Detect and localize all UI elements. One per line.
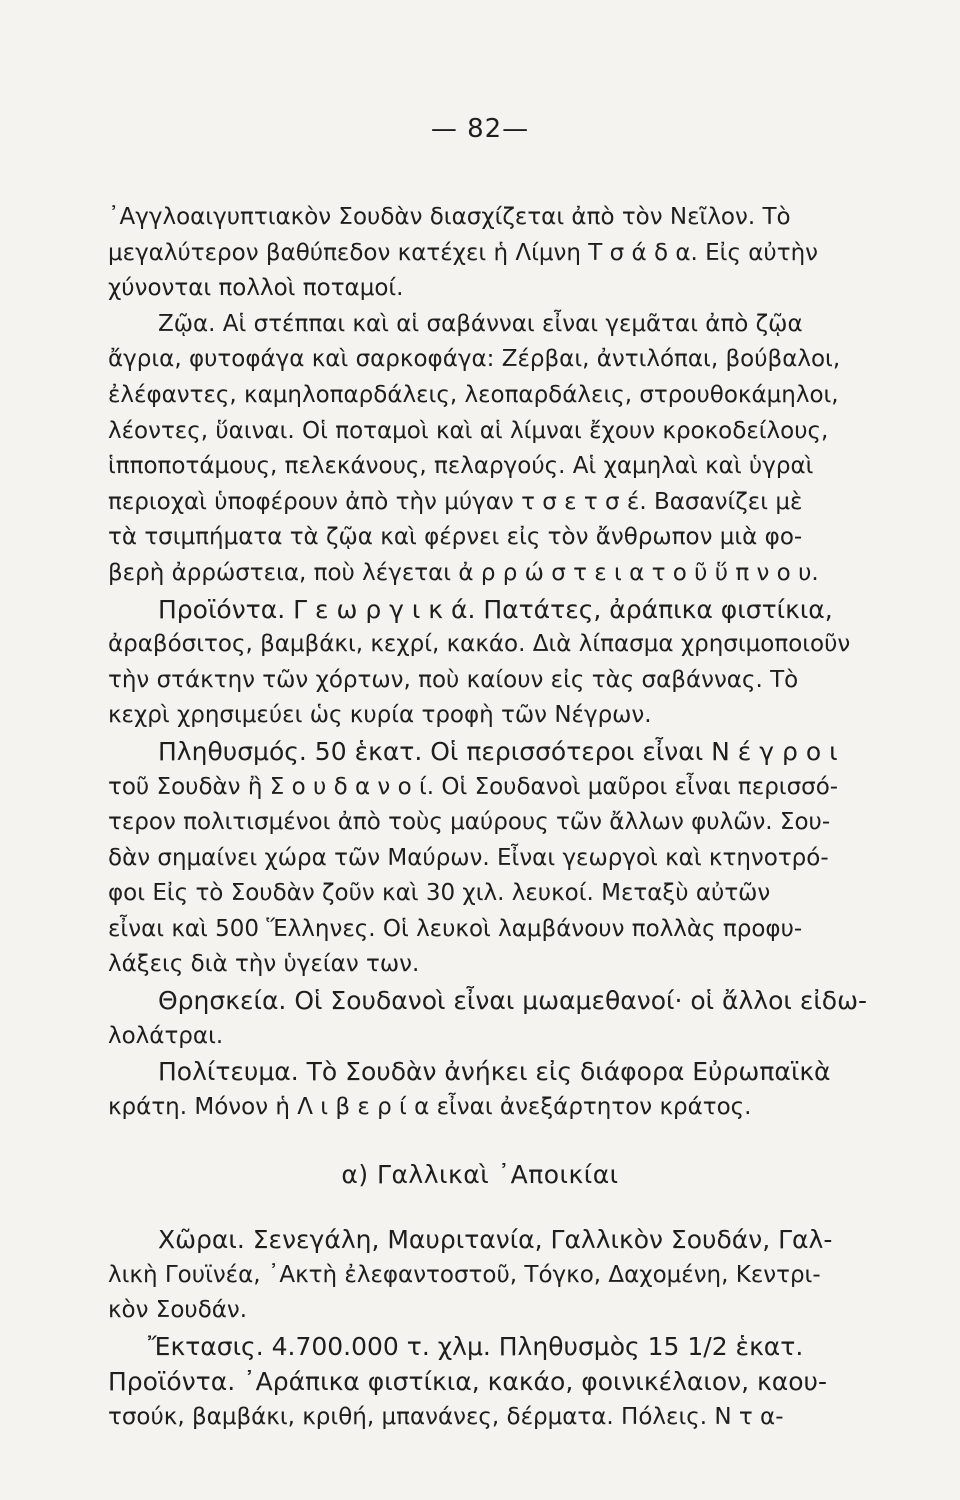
- text-line: Ζῷα. Αἱ στέππαι καὶ αἱ σαβάνναι εἶναι γεμᾶται ἀπὸ ζῷα: [158, 310, 803, 337]
- text-line: Προϊόντα. Γ ε ω ρ γ ι κ ά. Πατάτες, ἀράπικα φιστίκια,: [158, 594, 833, 624]
- text-line: λάξεις διὰ τὴν ὑγείαν των.: [108, 951, 420, 978]
- text-line: ἄγρια, φυτοφάγα καὶ σαρκοφάγα: Ζέρβαι, ἀντιλόπαι, βούβαλοι,: [108, 346, 841, 373]
- text-line: εἶναι καὶ 500 Ἕλληνες. Οἱ λευκοὶ λαμβάνουν πολλὰς προφυ-: [108, 915, 803, 942]
- text-line: κὸν Σουδάν.: [108, 1297, 248, 1324]
- text-line: ἐλέφαντες, καμηλοπαρδάλεις, λεοπαρδάλεις, στρουθοκάμηλοι,: [108, 381, 839, 408]
- body-text-section-2: [108, 1222, 878, 1436]
- text-line: περιοχαὶ ὑποφέρουν ἀπὸ τὴν μύγαν τ σ ε τ σ έ. Βασανίζει μὲ: [108, 488, 803, 515]
- page-number: — 82—: [430, 114, 530, 144]
- body-text-section-1: [108, 200, 878, 1125]
- text-line: τὴν στάκτην τῶν χόρτων, ποὺ καίουν εἰς τὰς σαβάννας. Τὸ: [108, 666, 799, 693]
- text-line: ᾿Αγγλοαιγυπτιακὸν Σουδὰν διασχίζεται ἀπὸ τὸν Νεῖλον. Τὸ: [108, 204, 791, 230]
- section-heading: α) Γαλλικαὶ ᾿Αποικίαι: [341, 1160, 619, 1189]
- text-line: χύνονται πολλοὶ ποταμοί.: [108, 275, 404, 302]
- text-line: τερον πολιτισμένοι ἀπὸ τοὺς μαύρους τῶν ἄλλων φυλῶν. Σου-: [108, 809, 831, 836]
- text-line: φοι Εἰς τὸ Σουδὰν ζοῦν καὶ 30 χιλ. λευκοί. Μεταξὺ αὐτῶν: [108, 880, 771, 907]
- text-line: μεγαλύτερον βαθύπεδον κατέχει ἡ Λίμνη Τ σ ά δ α. Εἰς αὐτὴν: [108, 239, 819, 266]
- text-line: λέοντες, ὕαιναι. Οἱ ποταμοὶ καὶ αἱ λίμναι ἔχουν κροκοδείλους,: [108, 417, 829, 444]
- text-line: Προϊόντα. ᾿Αράπικα φιστίκια, κακάο, φοινικέλαιον, καου-: [108, 1367, 828, 1397]
- text-line: τοῦ Σουδὰν ἢ Σ ο υ δ α ν ο ί. Οἱ Σουδανοὶ μαῦροι εἶναι περισσό-: [108, 773, 839, 800]
- text-line: Ἔκτασις. 4.700.000 τ. χλμ. Πληθυσμὸς 15 1/2 ἑκατ.: [148, 1331, 804, 1361]
- text-line: ἀραβόσιτος, βαμβάκι, κεχρί, κακάο. Διὰ λίπασμα χρησιμοποιοῦν: [108, 631, 851, 658]
- text-line: λολάτραι.: [108, 1022, 224, 1049]
- text-line: Πληθυσμός. 50 ἑκατ. Οἱ περισσότεροι εἶναι Ν έ γ ρ ο ι: [158, 736, 838, 766]
- text-line: δὰν σημαίνει χώρα τῶν Μαύρων. Εἶναι γεωργοὶ καὶ κτηνοτρό-: [108, 844, 829, 871]
- text-line: λικὴ Γουϊνέα, ᾿Ακτὴ ἐλεφαντοστοῦ, Τόγκο, Δαχομένη, Κεντρι-: [108, 1261, 821, 1288]
- text-line: Χῶραι. Σενεγάλη, Μαυριτανία, Γαλλικὸν Σουδάν, Γαλ-: [158, 1225, 833, 1254]
- text-line: κράτη. Μόνον ἡ Λ ι β ε ρ ί α εἶναι ἀνεξάρτητον κράτος.: [108, 1093, 752, 1120]
- text-line: Θρησκεία. Οἱ Σουδανοὶ εἶναι μωαμεθανοί· οἱ ἄλλοι εἰδω-: [158, 986, 868, 1016]
- text-line: κεχρὶ χρησιμεύει ὡς κυρία τροφὴ τῶν Νέγρων.: [108, 702, 652, 729]
- text-line: ἱπποποτάμους, πελεκάνους, πελαργούς. Αἱ χαμηλαὶ καὶ ὑγραὶ: [108, 453, 814, 480]
- text-line: βερὴ ἀρρώστεια, ποὺ λέγεται ἀ ρ ρ ώ σ τ ε ι α τ ο ῦ ὕ π ν ο υ.: [108, 559, 819, 586]
- text-line: τσούκ, βαμβάκι, κριθή, μπανάνες, δέρματα. Πόλεις. Ν τ α-: [108, 1403, 784, 1430]
- text-line: τὰ τσιμπήματα τὰ ζῷα καὶ φέρνει εἰς τὸν ἄνθρωπον μιὰ φο-: [108, 524, 803, 551]
- text-line: Πολίτευμα. Τὸ Σουδὰν ἀνήκει εἰς διάφορα Εὐρωπαϊκὰ: [158, 1057, 831, 1087]
